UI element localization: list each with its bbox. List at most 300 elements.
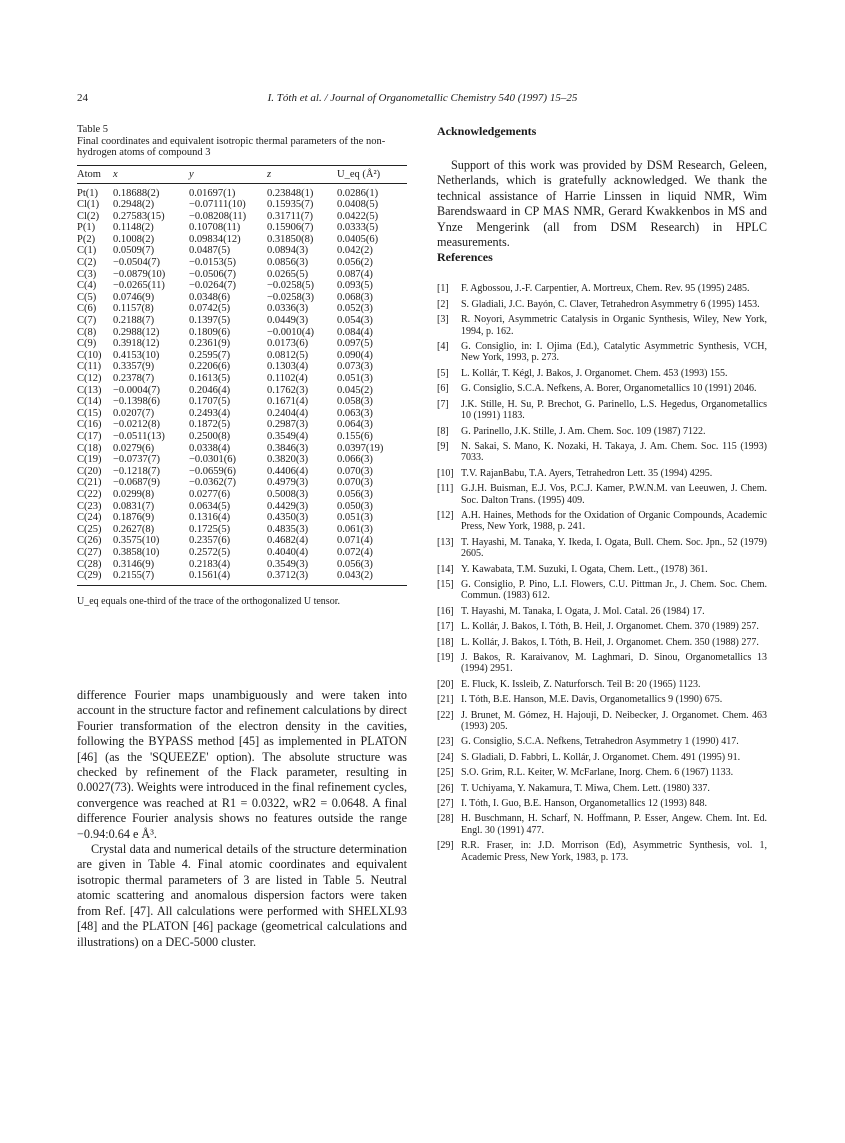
cell-y: 0.1561(4)	[189, 570, 267, 585]
table-row	[77, 408, 407, 420]
reference-number: [19]	[437, 652, 454, 663]
cell-x: 0.1876(9)	[113, 512, 155, 524]
cell-y: 0.1613(5)	[189, 373, 231, 384]
cell-y: 0.2595(7)	[189, 349, 231, 361]
reference-item	[437, 736, 767, 747]
cell-y: −0.0153(5)	[189, 257, 237, 269]
reference-item	[437, 537, 767, 560]
cell-z: 0.4835(3)	[267, 523, 309, 535]
cell-z: 0.31850(8)	[267, 233, 314, 245]
reference-number: [13]	[437, 536, 454, 548]
reference-text: G. Consiglio, P. Pino, L.I. Flowers, C.U. Pittman Jr., J. Chem. Soc. Chem. Commun. (1983) 612.	[461, 578, 767, 602]
reference-item	[437, 368, 767, 379]
reference-number: [23]	[437, 736, 454, 748]
reference-number: [5]	[437, 367, 449, 379]
table-footnote: U_eq equals one-third of the trace of the orthogonalized U tensor.	[77, 595, 340, 607]
reference-text: R. Noyori, Asymmetric Catalysis in Organic Synthesis, Wiley, New York, 1994, p. 162.	[461, 314, 767, 337]
reference-number: [29]	[437, 840, 454, 852]
coordinates-table	[77, 165, 407, 586]
cell-ueq: 0.0397(19)	[337, 442, 384, 454]
table-row	[77, 559, 407, 571]
reference-number: [22]	[437, 709, 454, 721]
cell-atom: C(8)	[77, 326, 97, 338]
reference-item	[437, 679, 767, 690]
reference-item	[437, 483, 767, 506]
cell-z: 0.3549(3)	[267, 558, 309, 570]
cell-y: 0.0634(5)	[189, 500, 231, 512]
cell-z: 0.4040(4)	[267, 546, 309, 558]
cell-atom: C(16)	[77, 419, 102, 431]
cell-z: 0.5008(3)	[267, 488, 309, 500]
cell-x: 0.0299(8)	[113, 488, 155, 500]
cell-z: 0.31711(7)	[267, 210, 313, 222]
cell-y: 0.1707(5)	[189, 396, 231, 408]
cell-ueq: 0.070(3)	[337, 477, 373, 489]
table-row	[77, 303, 407, 315]
reference-number: [7]	[437, 398, 449, 410]
reference-text: G.J.H. Buisman, E.J. Vos, P.C.J. Kamer, P.W.N.M. van Leeuwen, J. Chem. Soc. Dalton Trans. (1995) 409.	[461, 483, 767, 506]
reference-text: F. Agbossou, J.-F. Carpentier, A. Mortreux, Chem. Rev. 95 (1995) 2485.	[461, 283, 750, 295]
cell-y: 0.1316(4)	[189, 512, 231, 524]
reference-number: [17]	[437, 621, 454, 633]
table-row	[77, 199, 407, 211]
cell-atom: C(6)	[77, 303, 97, 315]
cell-atom: C(17)	[77, 430, 102, 442]
cell-atom: C(20)	[77, 465, 102, 477]
cell-atom: C(3)	[77, 268, 97, 280]
cell-ueq: 0.051(3)	[337, 373, 373, 384]
table-row	[77, 570, 407, 585]
cell-z: 0.3820(3)	[267, 454, 309, 466]
table-row	[77, 512, 407, 524]
cell-x: 0.0509(7)	[113, 245, 155, 257]
cell-ueq: 0.097(5)	[337, 338, 373, 350]
reference-text: A.H. Haines, Methods for the Oxidation of Organic Compounds, Academic Press, New York, 1988, p. 241.	[461, 509, 767, 533]
reference-number: [18]	[437, 636, 454, 648]
cell-ueq: 0.155(6)	[337, 430, 373, 442]
cell-y: 0.01697(1)	[189, 187, 236, 199]
reference-text: I. Tóth, B.E. Hanson, M.E. Davis, Organometallics 9 (1990) 675.	[461, 694, 723, 706]
cell-ueq: 0.087(4)	[337, 268, 373, 280]
cell-ueq: 0.043(2)	[337, 570, 407, 585]
cell-x: −0.1398(6)	[113, 396, 161, 408]
cell-atom: C(21)	[77, 477, 102, 489]
cell-ueq: 0.0333(5)	[337, 222, 379, 234]
table-row	[77, 245, 407, 257]
col-header-x: x	[113, 165, 189, 183]
reference-text: G. Parinello, J.K. Stille, J. Am. Chem. Soc. 109 (1987) 7122.	[461, 425, 706, 437]
reference-number: [4]	[437, 341, 449, 353]
table-row	[77, 477, 407, 489]
cell-y: 0.0742(5)	[189, 303, 231, 315]
cell-y: 0.1397(5)	[189, 315, 231, 327]
cell-y: 0.2500(8)	[189, 430, 231, 442]
cell-y: 0.09834(12)	[189, 233, 241, 245]
cell-atom: C(4)	[77, 280, 97, 292]
cell-atom: Pt(1)	[77, 187, 98, 199]
table-row	[77, 222, 407, 234]
cell-atom: C(12)	[77, 373, 102, 384]
cell-atom: C(19)	[77, 454, 102, 466]
cell-atom: C(22)	[77, 488, 102, 500]
cell-z: 0.1303(4)	[267, 361, 309, 373]
cell-x: 0.0831(7)	[113, 500, 155, 512]
reference-text: G. Consiglio, S.C.A. Nefkens, Tetrahedron Asymmetry 1 (1990) 417.	[461, 736, 739, 748]
table-label: Table 5	[77, 124, 109, 135]
col-header-atom: Atom	[77, 165, 113, 183]
cell-z: 0.4406(4)	[267, 465, 309, 477]
cell-ueq: 0.090(4)	[337, 349, 373, 361]
cell-y: 0.1809(6)	[189, 326, 231, 338]
reference-number: [16]	[437, 605, 454, 617]
cell-ueq: 0.066(3)	[337, 454, 373, 466]
reference-text: S.O. Grim, R.L. Keiter, W. McFarlane, Inorg. Chem. 6 (1967) 1133.	[461, 767, 734, 779]
cell-atom: C(1)	[77, 245, 97, 257]
reference-item	[437, 383, 767, 394]
cell-z: 0.4429(3)	[267, 500, 309, 512]
cell-atom: C(26)	[77, 535, 102, 547]
cell-z: 0.0336(3)	[267, 303, 309, 315]
cell-y: −0.0301(6)	[189, 454, 237, 466]
reference-number: [9]	[437, 440, 449, 452]
cell-z: 0.0173(6)	[267, 338, 309, 350]
reference-item	[437, 621, 767, 632]
cell-z: 0.4979(3)	[267, 477, 309, 489]
table-row	[77, 454, 407, 466]
cell-atom: C(11)	[77, 361, 102, 373]
cell-ueq: 0.056(3)	[337, 558, 373, 570]
cell-ueq: 0.061(3)	[337, 523, 373, 535]
cell-x: 0.2948(2)	[113, 199, 155, 211]
cell-z: 0.1762(3)	[267, 384, 309, 396]
cell-x: −0.0212(8)	[113, 419, 161, 431]
cell-ueq: 0.0286(1)	[337, 187, 379, 199]
cell-atom: C(28)	[77, 558, 102, 570]
cell-ueq: 0.084(4)	[337, 326, 373, 338]
cell-ueq: 0.063(3)	[337, 407, 373, 419]
col-header-ueq: U_eq (Å²)	[337, 165, 407, 183]
cell-ueq: 0.045(2)	[337, 384, 373, 396]
cell-ueq: 0.058(3)	[337, 396, 373, 408]
reference-item	[437, 694, 767, 705]
reference-item	[437, 637, 767, 648]
reference-text: J. Bakos, R. Karaivanov, M. Laghmari, D. Sinou, Organometallics 13 (1994) 2951.	[461, 652, 767, 675]
reference-text: Y. Kawabata, T.M. Suzuki, I. Ogata, Chem. Lett., (1978) 361.	[461, 563, 708, 575]
reference-text: S. Gladiali, D. Fabbri, L. Kollár, J. Organomet. Chem. 491 (1995) 91.	[461, 751, 741, 763]
cell-z: 0.3549(4)	[267, 430, 309, 442]
cell-z: −0.0258(3)	[267, 291, 315, 303]
cell-z: 0.0894(3)	[267, 245, 309, 257]
cell-x: −0.0004(7)	[113, 384, 161, 396]
table-row	[77, 292, 407, 304]
table-row	[77, 524, 407, 536]
reference-number: [8]	[437, 425, 449, 437]
cell-ueq: 0.072(4)	[337, 546, 373, 558]
cell-x: 0.0207(7)	[113, 407, 155, 419]
cell-z: 0.4682(4)	[267, 535, 309, 547]
cell-x: −0.0737(7)	[113, 454, 161, 466]
cell-y: 0.0277(6)	[189, 488, 231, 500]
reference-number: [10]	[437, 467, 454, 479]
cell-atom: C(2)	[77, 257, 97, 269]
cell-ueq: 0.0408(5)	[337, 199, 379, 211]
reference-text: T.V. RajanBabu, T.A. Ayers, Tetrahedron Lett. 35 (1994) 4295.	[461, 467, 713, 479]
cell-ueq: 0.052(3)	[337, 303, 373, 315]
reference-number: [11]	[437, 483, 454, 495]
cell-ueq: 0.056(2)	[337, 257, 373, 269]
cell-x: 0.0746(9)	[113, 291, 155, 303]
table-header-row	[77, 165, 407, 183]
reference-text: H. Buschmann, H. Scharf, N. Hoffmann, P. Esser, Angew. Chem. Int. Ed. Engl. 30 (1991) 477.	[461, 813, 767, 836]
table-row	[77, 269, 407, 281]
reference-number: [25]	[437, 767, 454, 779]
cell-atom: C(10)	[77, 349, 102, 361]
cell-x: 0.27583(15)	[113, 210, 165, 222]
cell-ueq: 0.093(5)	[337, 280, 373, 292]
table-row	[77, 183, 407, 199]
cell-y: 0.1872(5)	[189, 419, 231, 431]
reference-number: [6]	[437, 383, 449, 395]
table-row	[77, 338, 407, 350]
table-row	[77, 489, 407, 501]
cell-x: 0.18688(2)	[113, 187, 160, 199]
cell-ueq: 0.070(3)	[337, 465, 373, 477]
cell-ueq: 0.051(3)	[337, 512, 373, 524]
table-row	[77, 234, 407, 246]
cell-x: 0.1008(2)	[113, 233, 155, 245]
reference-text: S. Gladiali, J.C. Bayón, C. Claver, Tetrahedron Asymmetry 6 (1995) 1453.	[461, 298, 760, 310]
table-row	[77, 361, 407, 373]
table-row	[77, 501, 407, 513]
right-column	[437, 124, 767, 867]
reference-item	[437, 783, 767, 794]
cell-z: 0.1102(4)	[267, 373, 308, 384]
cell-atom: C(27)	[77, 546, 102, 558]
reference-number: [27]	[437, 798, 454, 810]
cell-x: −0.0504(7)	[113, 257, 161, 269]
reference-number: [1]	[437, 283, 449, 295]
reference-item	[437, 426, 767, 437]
table-row	[77, 315, 407, 327]
cell-z: 0.15906(7)	[267, 222, 314, 234]
reference-item	[437, 399, 767, 422]
reference-text: I. Tóth, I. Guo, B.E. Hanson, Organometallics 12 (1993) 848.	[461, 798, 707, 810]
table-row	[77, 443, 407, 455]
cell-y: −0.0659(6)	[189, 465, 237, 477]
cell-x: −0.0265(11)	[113, 280, 165, 292]
cell-ueq: 0.056(3)	[337, 488, 373, 500]
body-paragraph-1: difference Fourier maps unambiguously and were taken into account in the structure factor and refinement calculations by direct Fourier transformation of the electron density in the cavities, following the BYPASS method [45] as implemented in PLATON [46] (as the 'SQUEEZE' option). The absolute structure was checked by refinement of the Flack parameter, resulting in 0.0027(73). Weights were introduced in the final refinement cycles, convergence was reached at R1 = 0.0322, wR2 = 0.0648. A final difference Fourier analysis shows no features outside the range −0.94:0.64 e Å³.	[77, 688, 407, 841]
cell-y: 0.0487(5)	[189, 245, 231, 257]
reference-item	[437, 798, 767, 809]
coordinates-table-body	[77, 183, 407, 585]
cell-y: 0.2357(6)	[189, 535, 231, 547]
table-row	[77, 350, 407, 362]
cell-ueq: 0.0405(6)	[337, 233, 379, 245]
cell-y: 0.2183(4)	[189, 558, 231, 570]
cell-ueq: 0.054(3)	[337, 315, 373, 327]
reference-text: E. Fluck, K. Issleib, Z. Naturforsch. Teil B: 20 (1965) 1123.	[461, 678, 701, 690]
table-row	[77, 211, 407, 223]
reference-number: [14]	[437, 563, 454, 575]
body-text	[77, 688, 407, 950]
reference-item	[437, 510, 767, 533]
body-paragraph-2: Crystal data and numerical details of the structure determination are given in Table 4. Final atomic coordinates and equivalent isotropic thermal parameters of 3 are listed in Table 5. Neutral atomic scattering and anomalous dispersion factors were taken from Ref. [47]. All calculations were performed with SHELXL93 [48] and the PLATON [46] package (geometrical calculations and illustrations) on a DEC-5000 cluster.	[77, 842, 407, 949]
cell-z: 0.2987(3)	[267, 419, 309, 431]
cell-y: 0.2206(6)	[189, 361, 231, 373]
cell-atom: P(1)	[77, 222, 96, 234]
reference-number: [24]	[437, 751, 454, 763]
reference-item	[437, 752, 767, 763]
reference-item	[437, 579, 767, 602]
cell-x: 0.2155(7)	[113, 570, 189, 585]
reference-number: [21]	[437, 694, 454, 706]
reference-text: T. Hayashi, M. Tanaka, I. Ogata, J. Mol. Catal. 26 (1984) 17.	[461, 605, 705, 617]
cell-x: 0.1157(8)	[113, 303, 154, 315]
reference-item	[437, 813, 767, 836]
table-row	[77, 466, 407, 478]
reference-item	[437, 314, 767, 337]
cell-z: 0.2404(4)	[267, 407, 309, 419]
reference-number: [26]	[437, 782, 454, 794]
cell-ueq: 0.0422(5)	[337, 210, 379, 222]
reference-number: [20]	[437, 678, 454, 690]
cell-y: 0.2046(4)	[189, 384, 231, 396]
table-row	[77, 385, 407, 397]
table-caption-text: Final coordinates and equivalent isotropic thermal parameters of the non-hydrogen atoms of compound 3	[77, 135, 386, 158]
cell-x: −0.0687(9)	[113, 477, 161, 489]
table-row	[77, 280, 407, 292]
reference-number: [3]	[437, 314, 449, 326]
cell-z: 0.0812(5)	[267, 349, 309, 361]
cell-z: −0.0258(5)	[267, 280, 315, 292]
cell-atom: Cl(1)	[77, 199, 100, 211]
cell-z: 0.3712(3)	[267, 570, 337, 585]
acknowledgements-text: Support of this work was provided by DSM Research, Geleen, Netherlands, which is gratefully acknowledged. We thank the technical assistance of Harrie Linssen in liquid NMR, Wim Barendswaard in CP MAS NMR, Gerard Kwakkenbos in MS and Ynze Mengerink (all from DSM Research) in HPLC measurements.	[437, 158, 767, 250]
reference-text: L. Kollár, J. Bakos, I. Tóth, B. Heil, J. Organomet. Chem. 350 (1988) 277.	[461, 636, 759, 648]
cell-y: 0.0348(6)	[189, 291, 231, 303]
table-row	[77, 431, 407, 443]
reference-item	[437, 652, 767, 675]
reference-text: N. Sakai, S. Mano, K. Nozaki, H. Takaya, J. Am. Chem. Soc. 115 (1993) 7033.	[461, 440, 767, 464]
cell-x: 0.0279(6)	[113, 442, 155, 454]
cell-ueq: 0.064(3)	[337, 419, 373, 431]
reference-item	[437, 606, 767, 617]
cell-atom: C(14)	[77, 396, 102, 408]
cell-z: 0.0856(3)	[267, 257, 309, 269]
col-header-y: y	[189, 165, 267, 183]
cell-atom: C(7)	[77, 315, 97, 327]
table-row	[77, 535, 407, 547]
cell-z: 0.4350(3)	[267, 512, 309, 524]
reference-text: J.K. Stille, H. Su, P. Brechot, G. Parinello, L.S. Hegedus, Organometallics 10 (1991) 1183.	[461, 398, 767, 422]
cell-x: −0.0511(13)	[113, 430, 165, 442]
cell-atom: C(15)	[77, 407, 102, 419]
cell-atom: C(24)	[77, 512, 102, 524]
table-row	[77, 257, 407, 269]
cell-x: 0.3357(9)	[113, 361, 155, 373]
cell-y: −0.07111(10)	[189, 199, 246, 211]
page-number: 24	[77, 92, 88, 104]
cell-atom: C(18)	[77, 442, 102, 454]
cell-ueq: 0.071(4)	[337, 535, 373, 547]
reference-number: [28]	[437, 813, 454, 825]
cell-x: 0.2378(7)	[113, 373, 155, 384]
table-row	[77, 373, 407, 385]
reference-item	[437, 767, 767, 778]
cell-x: 0.3146(9)	[113, 558, 155, 570]
cell-ueq: 0.042(2)	[337, 245, 373, 257]
running-head: I. Tóth et al. / Journal of Organometallic Chemistry 540 (1997) 15–25	[267, 92, 578, 104]
cell-atom: P(2)	[77, 233, 96, 245]
cell-atom: C(9)	[77, 338, 97, 350]
cell-x: 0.3575(10)	[113, 535, 160, 547]
cell-atom: C(29)	[77, 570, 113, 585]
reference-number: [2]	[437, 298, 449, 310]
cell-y: −0.0264(7)	[189, 280, 237, 292]
cell-atom: C(5)	[77, 291, 97, 303]
reference-text: R.R. Fraser, in: J.D. Morrison (Ed), Asymmetric Synthesis, vol. 1, Academic Press, New York, 1983, p. 173.	[461, 840, 767, 863]
cell-z: 0.23848(1)	[267, 187, 314, 199]
table-row	[77, 547, 407, 559]
reference-number: [15]	[437, 578, 454, 590]
table-row	[77, 327, 407, 339]
cell-x: 0.1148(2)	[113, 222, 154, 234]
cell-y: 0.10708(11)	[189, 222, 241, 234]
cell-z: 0.3846(3)	[267, 442, 309, 454]
cell-x: 0.2627(8)	[113, 523, 155, 535]
cell-atom: C(25)	[77, 523, 102, 535]
reference-number: [12]	[437, 509, 454, 521]
cell-x: 0.2988(12)	[113, 326, 160, 338]
reference-item	[437, 710, 767, 733]
cell-y: 0.0338(4)	[189, 442, 231, 454]
cell-ueq: 0.050(3)	[337, 500, 373, 512]
cell-z: 0.0449(3)	[267, 315, 309, 327]
cell-x: −0.0879(10)	[113, 268, 166, 280]
cell-y: −0.0506(7)	[189, 268, 237, 280]
cell-y: 0.1725(5)	[189, 523, 231, 535]
reference-text: G. Consiglio, in: I. Ojima (Ed.), Catalytic Asymmetric Synthesis, VCH, New York, 1993, p. 273.	[461, 341, 767, 364]
cell-z: 0.1671(4)	[267, 396, 309, 408]
reference-text: T. Uchiyama, Y. Nakamura, T. Miwa, Chem. Lett. (1980) 337.	[461, 782, 710, 794]
reference-item	[437, 341, 767, 364]
table-caption	[77, 124, 407, 159]
cell-atom: Cl(2)	[77, 210, 100, 222]
table-5-block	[77, 124, 407, 607]
acknowledgements-heading: Acknowledgements	[437, 124, 537, 138]
references-heading: References	[437, 250, 493, 265]
cell-ueq: 0.073(3)	[337, 361, 373, 373]
cell-z: 0.0265(5)	[267, 268, 309, 280]
cell-x: 0.3918(12)	[113, 338, 160, 350]
reference-item	[437, 840, 767, 863]
cell-y: 0.2361(9)	[189, 338, 231, 350]
reference-text: L. Kollár, J. Bakos, I. Tóth, B. Heil, J. Organomet. Chem. 370 (1989) 257.	[461, 621, 759, 633]
cell-x: 0.2188(7)	[113, 315, 155, 327]
reference-text: J. Brunet, M. Gómez, H. Hajouji, D. Neibecker, J. Organomet. Chem. 463 (1993) 205.	[461, 709, 767, 733]
cell-z: 0.15935(7)	[267, 199, 314, 211]
reference-item	[437, 441, 767, 464]
references-list	[437, 283, 767, 863]
table-row	[77, 396, 407, 408]
cell-z: −0.0010(4)	[267, 326, 315, 338]
cell-atom: C(13)	[77, 384, 102, 396]
cell-x: −0.1218(7)	[113, 465, 161, 477]
reference-item	[437, 283, 767, 294]
cell-y: 0.2572(5)	[189, 546, 231, 558]
reference-text: T. Hayashi, M. Tanaka, Y. Ikeda, I. Ogata, Bull. Chem. Soc. Jpn., 52 (1979) 2605.	[461, 536, 767, 560]
